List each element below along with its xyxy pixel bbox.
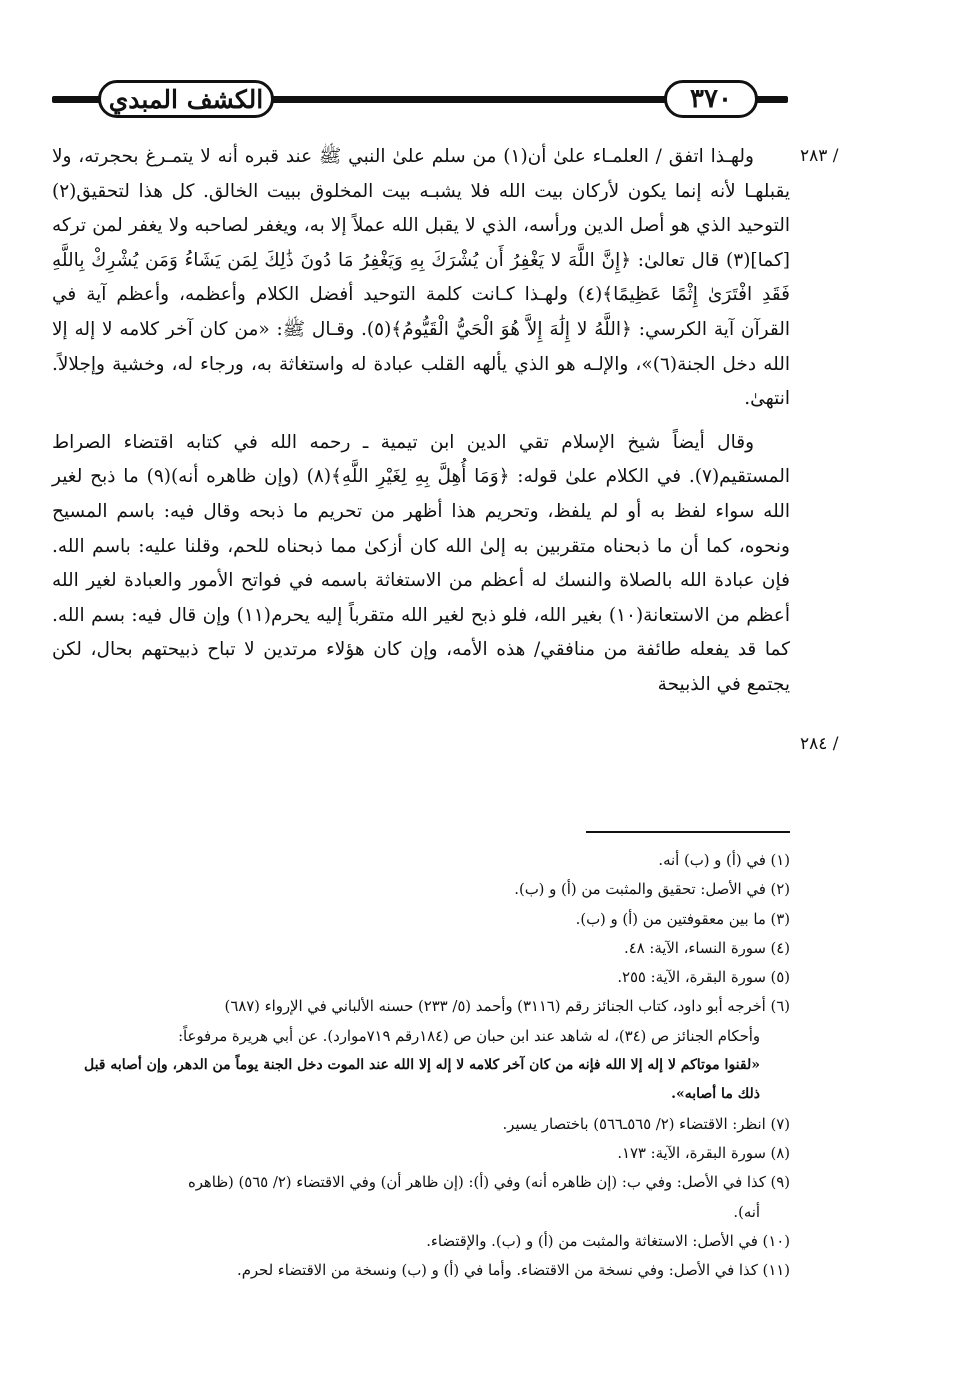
- main-text: [52, 140, 790, 703]
- page-number: ٣٧٠: [690, 84, 732, 114]
- footnote: (٥) سورة البقرة، الآية: ٢٥٥.: [617, 969, 790, 987]
- footnote: (٦) أخرجه أبو داود، كتاب الجنائز رقم (٣١١٦) وأحمد (٥/ ٢٣٣) حسنه الألباني في الإرواء (٦٨٧): [224, 998, 790, 1016]
- footnote: (١١) كذا في الأصل: وفي نسخة من الاقتضاء. وأما في (أ) و (ب) ونسخة من الاقتضاء لحرم.: [237, 1262, 790, 1280]
- footnote: (٨) سورة البقرة، الآية: ١٧٣.: [617, 1144, 790, 1162]
- footnote-continuation: أنه).: [733, 1203, 760, 1221]
- footnote: (٧) انظر: الاقتضاء (٢/ ٥٦٥ـ٥٦٦) باختصار يسير.: [502, 1115, 790, 1133]
- paragraph: وقال أيضاً شيخ الإسلام تقي الدين ابن تيمية ـ رحمه الله في كتابه اقتضاء الصراط المستقيم(٧). في الكلام علىٰ قوله: ﴿وَمَا أُهِلَّ بِهِ لِغَيْرِ اللَّهِ﴾(٨) (وإن ظاهره أنه)(٩) ما ذبح لغير الله سواء لفظ به أو لم يلفظ، وتحريم هذا أظهر من تحريم ما ذبحه وقال فيه: باسم المسيح ونحوه، كما أن ما ذبحناه متقربين به إلىٰ الله كان أزكىٰ مما ذبحناه للحم، وقلنا عليه: باسم الله. فإن عبادة الله بالصلاة والنسك له أعظم من الاستغاثة باسمه في فواتح الأمور والعبادة لغير الله أعظم من الاستعانة(١٠) بغير الله، فلو ذبح لغير الله متقرباً إليه يحرم(١١) وإن قال فيه: بسم الله. كما قد يفعله طائفة من منافقي/ هذه الأمه، وإن كان هؤلاء مرتدين لا تباح ذبيحتهم بحال، لكن يجتمع في الذبيحة: [52, 431, 790, 695]
- page-number-cartouche: [664, 80, 758, 118]
- footnote: (٢) في الأصل: تحقيق والمثبت من (أ) و (ب).: [514, 881, 790, 899]
- header-rule-middle: [266, 96, 672, 103]
- footnote-separator: [586, 831, 790, 833]
- paragraph: ولهـذا اتفق / العلمـاء علىٰ أن(١) من سلم علىٰ النبي ﷺ عند قبره أنه لا يتمـرغ بحجرته، ولا يقبلهـا لأنه إنما يكون لأركان بيت الله فلا يشبـه بيت المخلوق ببيت الخالق. كل هذا لتحقيق(٢) التوحيد الذي هو أصل الدين ورأسه، الذي لا يقبل الله عملاً إلا به، ويغفر لصاحبه ولا يغفر لمن تركه [كما](٣) قال تعالىٰ: ﴿إِنَّ اللَّهَ لا يَغْفِرُ أَن يُشْرَكَ بِهِ وَيَغْفِرُ مَا دُونَ ذَٰلِكَ لِمَن يَشَاءُ وَمَن يُشْرِكْ بِاللَّهِ فَقَدِ افْتَرَىٰ إِثْمًا عَظِيمًا﴾(٤) ولهـذا كـانت كلمة التوحيد أفضل الكلام وأعظمه، وأعظم آية في القرآن آية الكرسي: ﴿اللَّهُ لا إِلَٰهَ إِلاَّ هُوَ الْحَيُّ الْقَيُّومُ﴾(٥). وقـال ﷺ: «من كان آخر كلامه لا إله إلا الله دخل الجنة(٦)»، والإلـه هو الذي يألهه القلب عبادة له واستغاثة به، ورجاء له، وخشية وإجلالاً. انتهىٰ.: [52, 146, 791, 410]
- margin-note-284: ٢٨٤ /: [800, 734, 839, 754]
- footnote: (١٠) في الأصل: الاستغاثة والمثبت من (أ) و (ب). والإقتضاء.: [426, 1232, 790, 1250]
- footnote: (٩) كذا في الأصل: وفي ب: (إن ظاهره أنه) وفي (أ): (إن ظاهر أن) وفي الاقتضاء (٢/ ٥٦٥) (ظاهره: [188, 1174, 790, 1192]
- book-title-cartouche: [98, 80, 274, 118]
- book-title: الكشف المبدي: [108, 84, 264, 114]
- footnote: (١) في (أ) و (ب) أنه.: [658, 852, 790, 869]
- footnotes: [52, 846, 790, 1285]
- footnote-continuation: وأحكام الجنائز ص (٣٤)، له شاهد عند ابن حبان ص (١٨٤رقم ٧١٩موارد). عن أبي هريرة مرفوعاً:: [178, 1027, 760, 1045]
- footnote: (٣) ما بين معقوفتين من (أ) و (ب).: [575, 910, 790, 928]
- margin-note-283: ٢٨٣ /: [800, 146, 839, 166]
- footnote-hadith-text: ذلك ما أصابه».: [671, 1086, 760, 1103]
- footnote-hadith-text: «لقنوا موتاكم لا إله إلا الله فإنه من كان آخر كلامه لا إله إلا الله عند الموت دخل الجنة يوماً من الدهر، وإن أصابه قبل: [83, 1057, 760, 1074]
- footnote: (٤) سورة النساء، الآية: ٤٨.: [624, 939, 790, 957]
